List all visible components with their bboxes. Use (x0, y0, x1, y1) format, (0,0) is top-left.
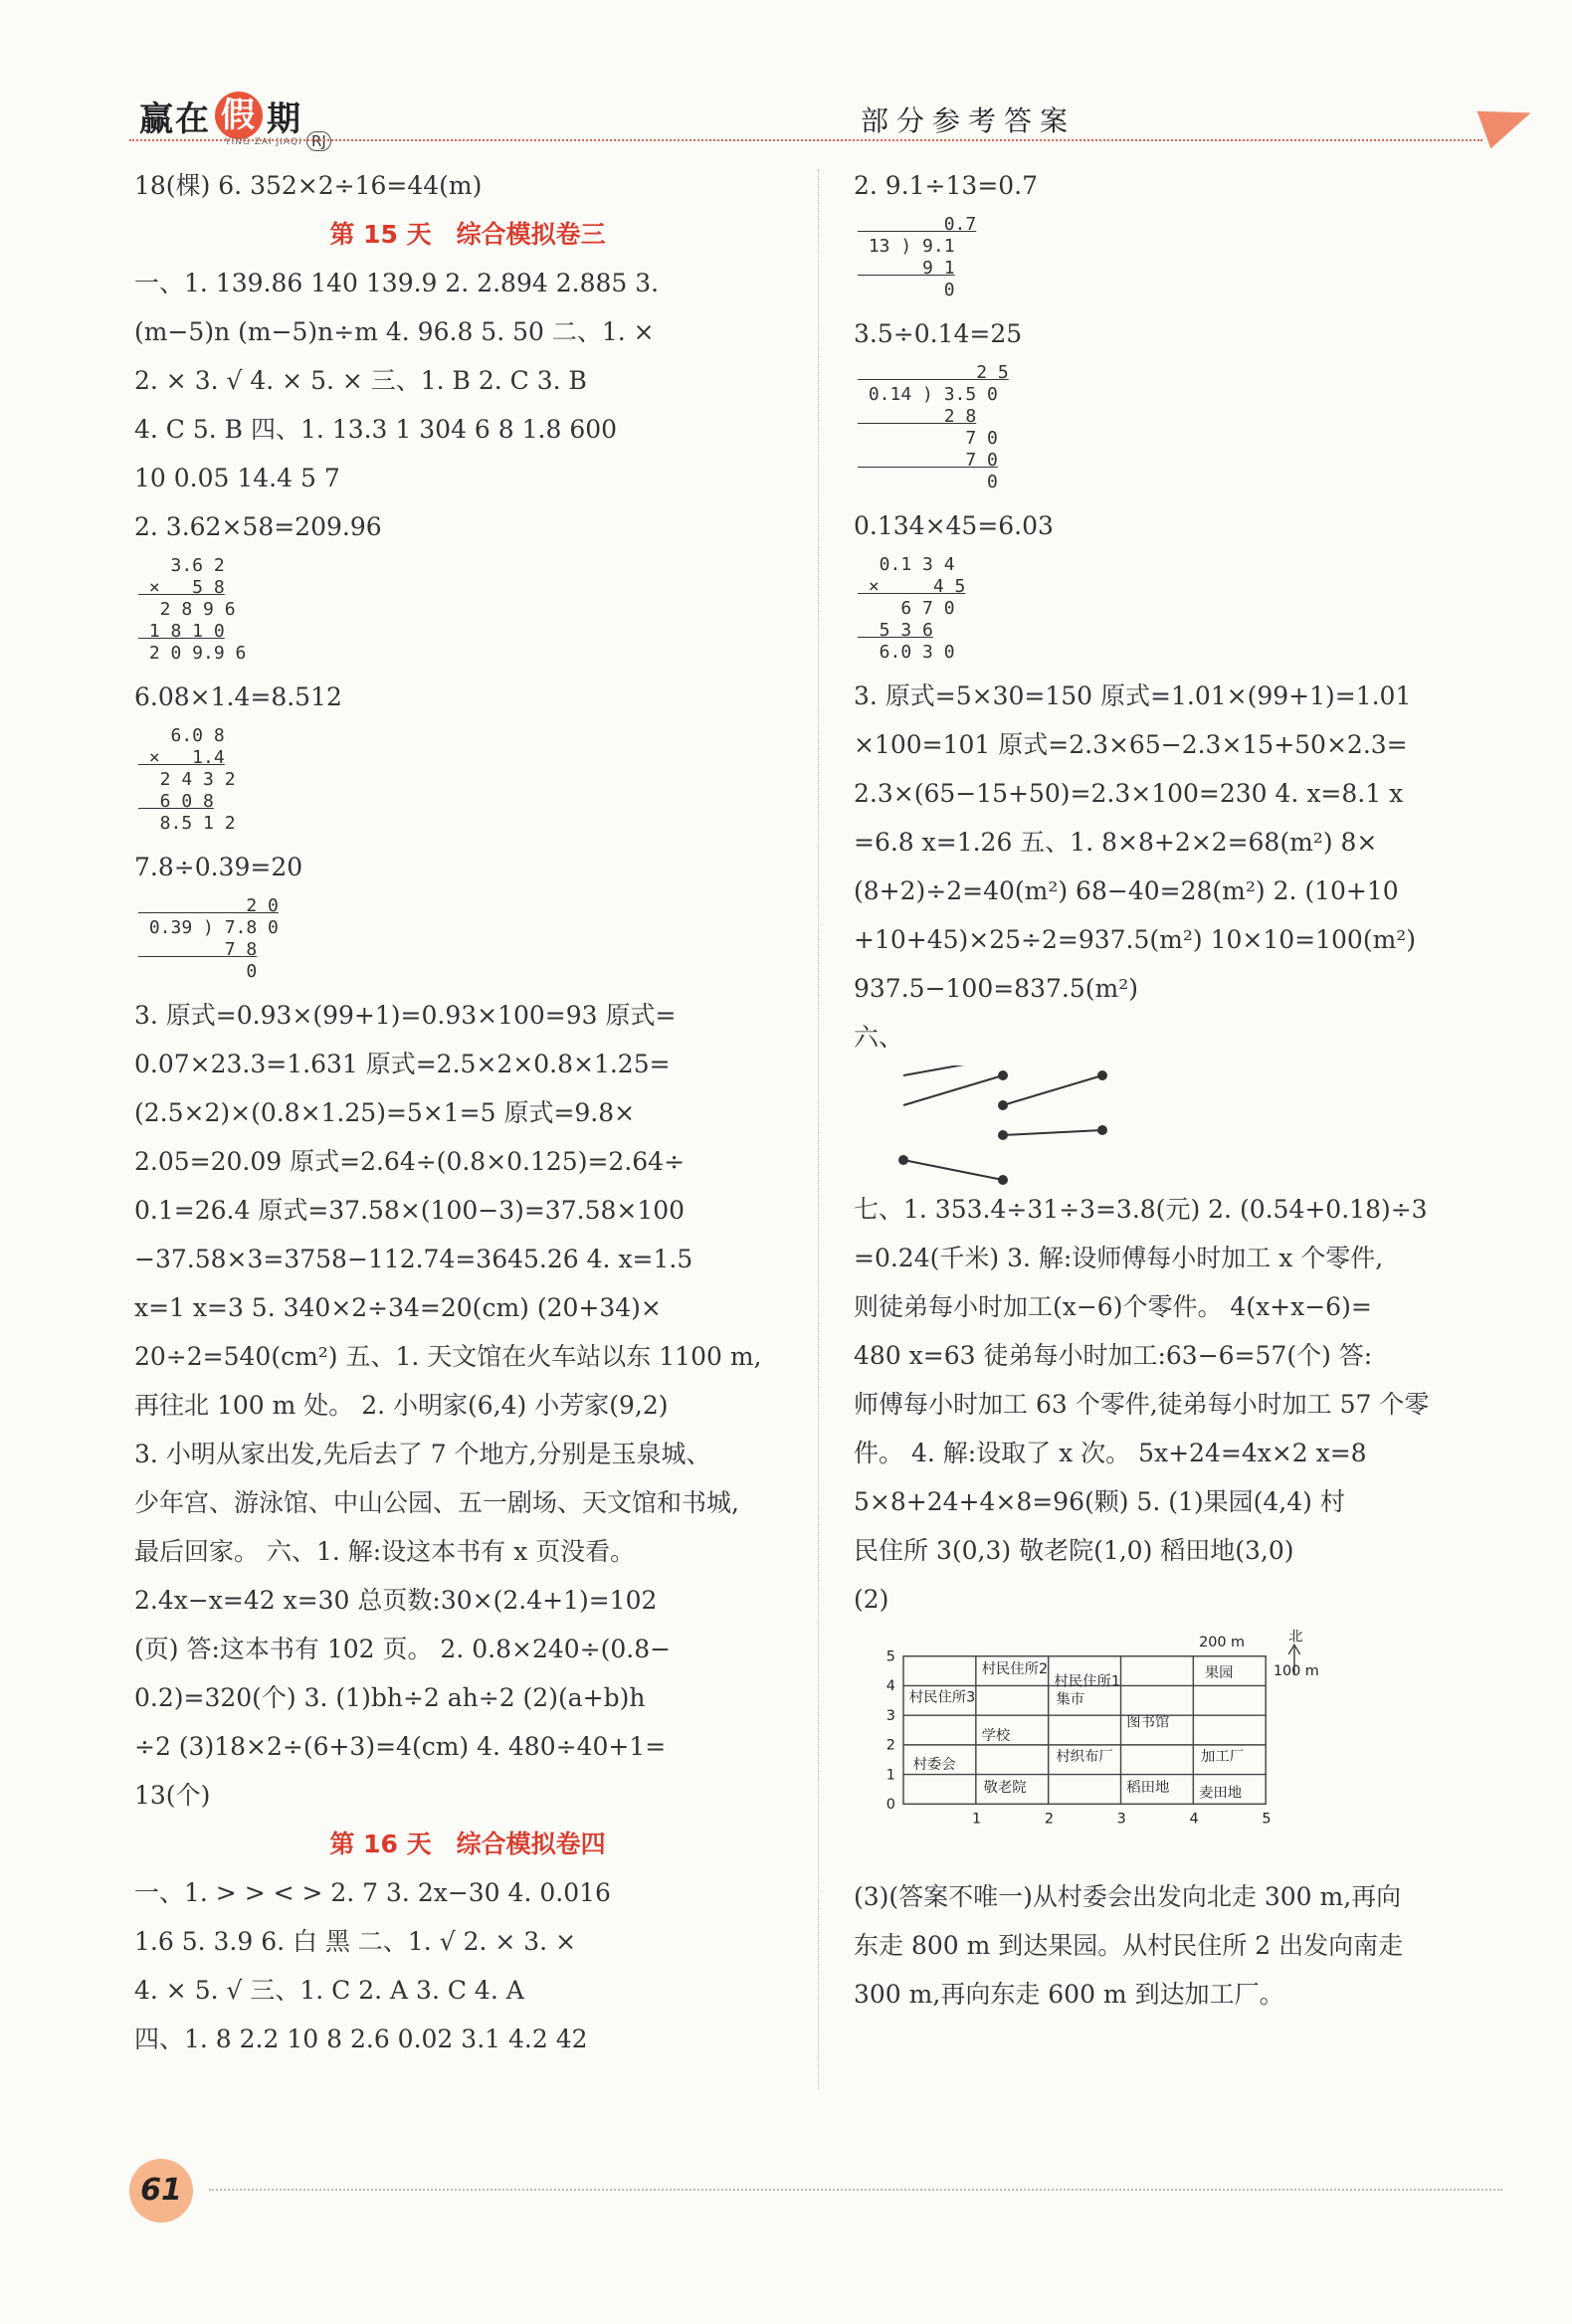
calc-row: 2 0 (138, 895, 279, 916)
section-title-day15: 第 15 天 综合模拟卷三 (329, 220, 606, 249)
map-label: 果园 (1204, 1664, 1234, 1681)
match-dot (899, 1156, 907, 1164)
calc-row: 6 7 0 (858, 598, 955, 619)
logo-text-a: 赢在 (139, 98, 211, 139)
text-line: 东走 800 m 到达果园。从村民住所 2 出发向南走 (854, 1931, 1404, 1960)
text-line: 0.07×23.3=1.631 原式=2.5×2×0.8×1.25= (134, 1050, 671, 1078)
calc-row: 2 4 3 2 (138, 769, 236, 790)
map-label: 村民住所2 (981, 1661, 1049, 1677)
map-label: 敬老院 (983, 1779, 1027, 1796)
scale-y-label: 100 m (1273, 1662, 1319, 1679)
text-line: 师傅每小时加工 63 个零件,徒弟每小时加工 57 个零 (854, 1390, 1430, 1419)
text-line: 3. 小明从家出发,先后去了 7 个地方,分别是玉泉城、 (134, 1440, 711, 1468)
map-label: 村民住所3 (908, 1689, 976, 1706)
text-line: 最后回家。 六、1. 解:设这本书有 x 页没看。 (134, 1537, 636, 1566)
vertical-calc-3 (138, 895, 801, 983)
text-line: 件。 4. 解:设取了 x 次。 5x+24=4x×2 x=8 (854, 1439, 1367, 1467)
calc-row: 1 8 1 0 (138, 621, 225, 642)
match-line (903, 1160, 1003, 1180)
text-line: 0.134×45=6.03 (854, 511, 1054, 540)
text-line: −37.58×3=3758−112.74=3645.26 4. x=1.5 (134, 1245, 693, 1273)
x-tick: 3 (1116, 1811, 1126, 1828)
text-line: 再往北 100 m 处。 2. 小明家(6,4) 小芳家(9,2) (134, 1391, 669, 1420)
text-line: 一、1. 139.86 140 139.9 2. 2.894 2.885 3. (134, 269, 660, 297)
text-line: ÷2 (3)18×2÷(6+3)=4(cm) 4. 480÷40+1= (134, 1732, 667, 1761)
calc-row: 7 8 (138, 939, 258, 960)
text-line: 480 x=63 徒弟每小时加工:63−6=57(个) 答: (854, 1341, 1373, 1370)
map-label: 麦田地 (1199, 1785, 1243, 1802)
calc-row: 2 8 (858, 406, 977, 427)
vertical-calc-2 (138, 725, 801, 835)
map-label: 集市 (1056, 1691, 1085, 1708)
text-line: 4. C 5. B 四、1. 13.3 1 304 6 8 1.8 600 (134, 415, 618, 444)
calc-row: 9 1 (858, 258, 955, 279)
calc-row: 3.6 2 (138, 555, 225, 576)
text-line: 民住所 3(0,3) 敬老院(1,0) 稻田地(3,0) (854, 1536, 1294, 1565)
match-dot (1098, 1126, 1106, 1134)
calc-row: 6 0 8 (138, 791, 214, 812)
part6-label: 六、 (854, 1023, 904, 1052)
text-line: 20÷2=540(cm²) 五、1. 天文馆在火车站以东 1100 m, (134, 1342, 762, 1371)
calc-row: 7 0 (858, 450, 998, 471)
match-dot (999, 1101, 1007, 1109)
north-label: 北 (1288, 1629, 1303, 1646)
text-line: 四、1. 8 2.2 10 8 2.6 0.02 3.1 4.2 42 (134, 2025, 588, 2053)
text-line: 5×8+24+4×8=96(颗) 5. (1)果园(4,4) 村 (854, 1487, 1345, 1516)
column-divider (818, 169, 819, 2089)
text-line: (2.5×2)×(0.8×1.25)=5×1=5 原式=9.8× (134, 1098, 636, 1127)
left-column (134, 161, 801, 2063)
map-label: 加工厂 (1201, 1749, 1245, 1766)
map-label: 图书馆 (1126, 1714, 1170, 1731)
calc-row: 5 3 6 (858, 620, 933, 641)
y-tick: 5 (885, 1648, 895, 1665)
text-line: =6.8 x=1.26 五、1. 8×8+2×2=68(m²) 8× (854, 828, 1378, 857)
calc-row: 0 (858, 472, 998, 492)
map-label: 村委会 (912, 1756, 956, 1773)
corner-arrow-icon (1477, 95, 1538, 149)
x-tick: 5 (1262, 1811, 1272, 1828)
text-line: 6.08×1.4=8.512 (134, 682, 342, 711)
page-number: 61 (129, 2159, 193, 2223)
text-line: (m−5)n (m−5)n÷m 4. 96.8 5. 50 二、1. × (134, 317, 655, 346)
edition-badge: RJ (306, 131, 331, 151)
map-label: 稻田地 (1126, 1779, 1170, 1796)
calc-row: 0 (858, 280, 955, 300)
vertical-calc-4 (858, 214, 1520, 301)
vertical-calc-5 (858, 362, 1520, 493)
text-line: 13(个) (134, 1781, 211, 1810)
calc-row: × 4 5 (858, 576, 966, 597)
header-divider (129, 139, 1482, 141)
vertical-calc-6 (858, 554, 1520, 664)
vertical-calc-1 (138, 555, 801, 665)
text-line: 3.5÷0.14=25 (854, 319, 1023, 348)
match-dot (999, 1071, 1007, 1079)
footer-divider (209, 2189, 1502, 2191)
calc-row: 0.7 (858, 214, 977, 235)
x-tick: 4 (1189, 1811, 1199, 1828)
calc-row: 0.39 ) 7.8 0 (138, 917, 279, 938)
text-line: 少年宫、游泳馆、中山公园、五一剧场、天文馆和书城, (134, 1488, 739, 1517)
calc-row: 7 0 (858, 428, 998, 449)
match-line (1003, 1075, 1102, 1105)
text-line: 0.2)=320(个) 3. (1)bh÷2 ah÷2 (2)(a+b)h (134, 1683, 646, 1712)
y-tick: 0 (885, 1797, 895, 1814)
match-line (1003, 1130, 1102, 1135)
calc-row: 0 (138, 961, 258, 982)
calc-row: × 5 8 (138, 577, 225, 598)
calc-row: 2 5 (858, 362, 1009, 383)
map-label: 学校 (981, 1728, 1011, 1745)
page-title: 部分参考答案 (861, 104, 1077, 137)
text-line: (3)(答案不唯一)从村委会出发向北走 300 m,再向 (854, 1882, 1402, 1911)
match-dot (1098, 1071, 1106, 1079)
match-line (903, 1075, 1003, 1105)
text-line: (页) 答:这本书有 102 页。 2. 0.8×240÷(0.8− (134, 1635, 672, 1663)
page-footer (119, 2159, 1512, 2219)
brand-logo (139, 88, 302, 143)
text-line: +10+45)×25÷2=937.5(m²) 10×10=100(m²) (854, 925, 1417, 954)
text-line: (2) (854, 1585, 889, 1614)
text-line: =0.24(千米) 3. 解:设师傅每小时加工 x 个零件, (854, 1244, 1384, 1272)
scale-x-label: 200 m (1199, 1635, 1246, 1651)
match-dot (999, 1176, 1007, 1184)
text-line: 2. × 3. √ 4. × 5. × 三、1. B 2. C 3. B (134, 366, 587, 395)
calc-row: 13 ) 9.1 (858, 236, 955, 257)
page-header (129, 88, 1522, 150)
text-line: 2.3×(65−15+50)=2.3×100=230 4. x=8.1 x (854, 779, 1404, 808)
map-label: 村民住所1 (1054, 1673, 1120, 1690)
text-line: 2. 9.1÷13=0.7 (854, 171, 1039, 200)
calc-row: 6.0 8 (138, 725, 225, 746)
y-tick: 4 (885, 1678, 895, 1695)
y-tick: 3 (885, 1707, 895, 1724)
text-line: 937.5−100=837.5(m²) (854, 974, 1138, 1003)
text-line: 2.4x−x=42 x=30 总页数:30×(2.4+1)=102 (134, 1586, 658, 1615)
calc-row: 6.0 3 0 (858, 642, 955, 663)
y-tick: 2 (885, 1737, 895, 1754)
match-dot (999, 1131, 1007, 1139)
text-line: 18(棵) 6. 352×2÷16=44(m) (134, 171, 483, 200)
text-line: x=1 x=3 5. 340×2÷34=20(cm) (20+34)× (134, 1293, 662, 1322)
text-line: 7.8÷0.39=20 (134, 853, 303, 881)
text-line: (8+2)÷2=40(m²) 68−40=28(m²) 2. (10+10 (854, 876, 1399, 905)
text-line: 3. 原式=0.93×(99+1)=0.93×100=93 原式= (134, 1001, 677, 1030)
match-line (903, 1065, 1003, 1075)
text-line: 1.6 5. 3.9 6. 白 黑 二、1. √ 2. × 3. × (134, 1927, 577, 1956)
text-line: ×100=101 原式=2.3×65−2.3×15+50×2.3= (854, 730, 1408, 759)
right-column (854, 161, 1520, 2019)
calc-row: 8.5 1 2 (138, 813, 236, 834)
y-tick: 1 (885, 1767, 895, 1784)
x-tick: 1 (972, 1811, 982, 1828)
text-line: 七、1. 353.4÷31÷3=3.8(元) 2. (0.54+0.18)÷3 (854, 1195, 1428, 1224)
section-title-day16: 第 16 天 综合模拟卷四 (329, 1830, 606, 1858)
map-label: 村织布厂 (1056, 1749, 1113, 1766)
text-line: 3. 原式=5×30=150 原式=1.01×(99+1)=1.01 (854, 681, 1412, 710)
text-line: 300 m,再向东走 600 m 到达加工厂。 (854, 1980, 1284, 2009)
text-line: 4. × 5. √ 三、1. C 2. A 3. C 4. A (134, 1976, 524, 2005)
logo-subtitle: YING ZAI JIAQI (225, 137, 302, 147)
matching-lines-diagram (854, 1065, 1152, 1185)
calc-row: 0.1 3 4 (858, 554, 955, 575)
calc-row: 2 0 9.9 6 (138, 643, 247, 664)
x-tick: 2 (1044, 1811, 1054, 1828)
text-line: 2. 3.62×58=209.96 (134, 512, 382, 541)
text-line: 则徒弟每小时加工(x−6)个零件。 4(x+x−6)= (854, 1292, 1372, 1321)
text-line: 2.05=20.09 原式=2.64÷(0.8×0.125)=2.64÷ (134, 1147, 686, 1176)
calc-row: × 1.4 (138, 747, 225, 768)
calc-row: 2 8 9 6 (138, 599, 236, 620)
logo-text-c: 期 (267, 98, 302, 139)
text-line: 0.1=26.4 原式=37.58×(100−3)=37.58×100 (134, 1196, 686, 1225)
text-line: 10 0.05 14.4 5 7 (134, 464, 340, 492)
calc-row: 0.14 ) 3.5 0 (858, 384, 998, 405)
logo-text-b: 假 (215, 92, 263, 139)
text-line: 一、1. > > < > 2. 7 3. 2x−30 4. 0.016 (134, 1878, 611, 1907)
village-map-grid (854, 1628, 1411, 1856)
